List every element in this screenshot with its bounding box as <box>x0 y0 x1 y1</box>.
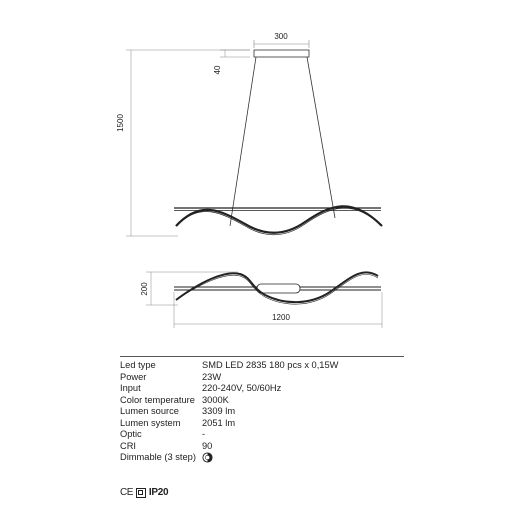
class-ii-icon <box>136 488 146 498</box>
dimmer-icon <box>202 452 213 463</box>
certifications <box>120 487 168 498</box>
spec-row <box>120 452 404 464</box>
spec-value: 3309 lm <box>202 406 236 416</box>
ip-rating: IP20 <box>148 487 169 498</box>
spec-value: 90 <box>202 440 213 451</box>
total-height-label: 1500 <box>116 114 125 132</box>
spec-label: Color temperature <box>120 394 195 405</box>
spec-row <box>120 360 404 372</box>
lamp-length-dimension <box>174 292 382 328</box>
spec-label: Optic <box>120 429 142 439</box>
spec-row <box>120 372 404 384</box>
ce-mark: CE <box>120 487 133 498</box>
specifications-table <box>120 356 404 464</box>
spec-value: 3000K <box>202 394 229 405</box>
spec-row <box>120 418 404 430</box>
spec-label: CRI <box>120 440 137 451</box>
spec-value: 220-240V, 50/60Hz <box>202 383 282 393</box>
spec-value <box>202 452 404 464</box>
spec-label: Led type <box>120 360 156 370</box>
ceiling-canopy <box>254 50 309 57</box>
top-width-dimension <box>254 32 309 48</box>
lamp-front-view <box>174 206 382 234</box>
spec-label: Lumen system <box>120 417 181 428</box>
spec-row <box>120 383 404 395</box>
spec-label: Power <box>120 371 147 382</box>
spec-value: 23W <box>202 371 222 382</box>
spec-row <box>120 441 404 453</box>
spec-label: Lumen source <box>120 406 179 416</box>
spec-label: Input <box>120 383 141 393</box>
suspension-cable-right <box>307 57 335 218</box>
top-width-label: 300 <box>274 32 288 41</box>
spec-value: - <box>202 429 206 439</box>
lamp-length-label: 1200 <box>272 313 290 322</box>
canopy-height-dimension <box>213 50 250 74</box>
canopy-height-label: 40 <box>213 65 222 75</box>
spec-row <box>120 406 404 418</box>
spec-value: SMD LED 2835 180 pcs x 0,15W <box>202 360 339 370</box>
lamp-height-label: 200 <box>140 282 149 296</box>
lamp-height-dimension <box>140 272 238 305</box>
spec-label: Dimmable (3 step) <box>120 452 196 462</box>
spec-row <box>120 429 404 441</box>
suspension-cable-left <box>230 57 256 226</box>
spec-value: 2051 lm <box>202 417 236 428</box>
spec-row <box>120 395 404 407</box>
lamp-top-view <box>174 272 381 304</box>
table-divider <box>120 356 404 357</box>
